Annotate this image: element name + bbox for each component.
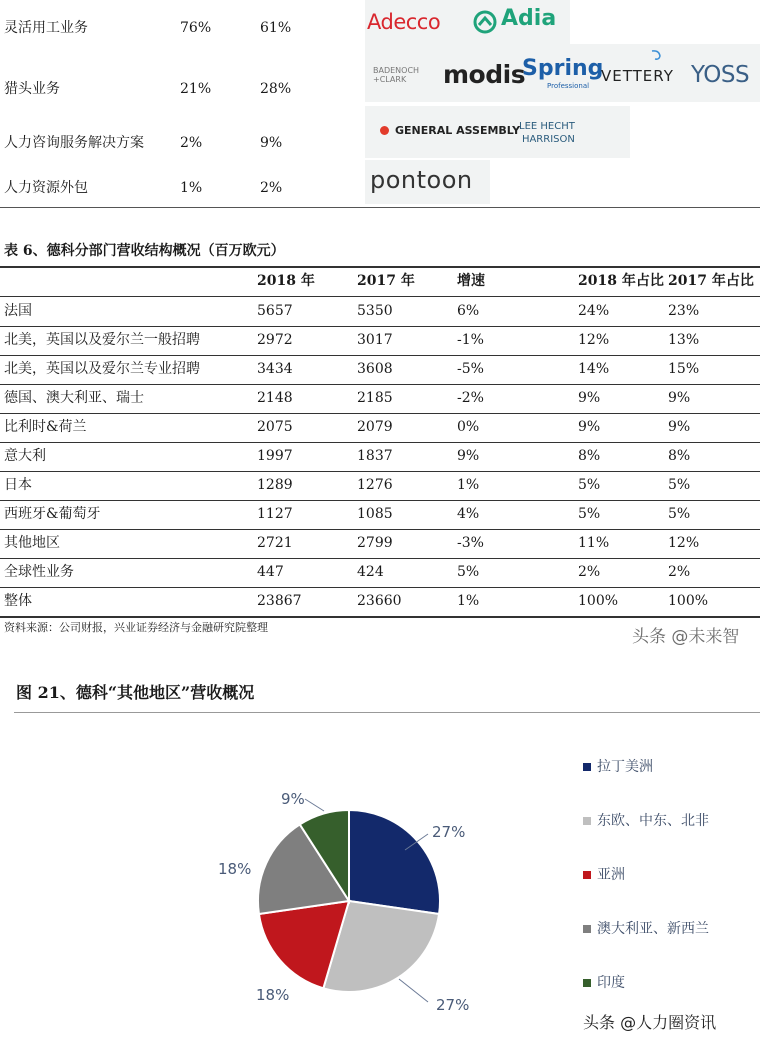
table-cell: 2148: [257, 390, 293, 406]
table-cell: 2%: [668, 564, 691, 580]
table-cell: 1997: [257, 448, 293, 464]
spring-professional-logo: Professional: [547, 82, 590, 90]
table-row: [0, 442, 760, 471]
row-label: 人力咨询服务解决方案: [4, 135, 144, 151]
row-value: 61%: [260, 20, 292, 36]
table-cell: 13%: [668, 332, 700, 348]
table-cell: 1%: [457, 477, 480, 493]
table-rule: [0, 616, 760, 618]
vettery-swirl-icon: [649, 48, 663, 62]
row-label: 人力资源外包: [4, 180, 88, 196]
table-cell: 2972: [257, 332, 293, 348]
table-cell: 2799: [357, 535, 393, 551]
table-cell: 2018 年: [257, 273, 315, 289]
table-cell: 447: [257, 564, 284, 580]
pie-slice: [349, 810, 440, 914]
table-row: [0, 500, 760, 529]
business-share-table: [0, 0, 365, 208]
row-label: 法国: [4, 303, 32, 319]
row-value: 21%: [180, 81, 212, 97]
table-cell: 12%: [668, 535, 700, 551]
table-cell: 2075: [257, 419, 293, 435]
table-row: [0, 131, 365, 155]
row-label: 北美，英国以及爱尔兰一般招聘: [4, 332, 200, 348]
table-cell: 5657: [257, 303, 293, 319]
table-cell: 1127: [257, 506, 293, 522]
row-label: 灵活用工业务: [4, 20, 88, 36]
adia-icon: [473, 10, 497, 34]
table-cell: -2%: [457, 390, 484, 406]
brand-logos: [365, 0, 760, 205]
table-row: [0, 297, 760, 326]
table-cell: 1289: [257, 477, 293, 493]
row-value: 1%: [180, 180, 203, 196]
adecco-logo: Adecco: [367, 10, 441, 34]
row-label: 猎头业务: [4, 81, 60, 97]
row-label: 比利时&荷兰: [4, 419, 87, 435]
legend-swatch: [583, 763, 591, 771]
divider: [14, 712, 760, 713]
legend-label: 拉丁美洲: [597, 759, 653, 775]
table-cell: 9%: [668, 419, 691, 435]
legend-label: 澳大利亚、新西兰: [597, 921, 709, 937]
row-label: 意大利: [4, 448, 46, 464]
table-cell: 1%: [457, 593, 480, 609]
pie-data-label: 9%: [281, 790, 305, 808]
table-cell: 1085: [357, 506, 393, 522]
modis-logo: modis: [443, 60, 526, 89]
figure-title: 图 21、德科“其他地区”营收概况: [16, 683, 255, 702]
table-cell: 2017 年占比: [668, 273, 754, 289]
pie-data-label: 27%: [436, 996, 470, 1014]
table-cell: 424: [357, 564, 384, 580]
table-row: [0, 16, 365, 40]
table-cell: 2721: [257, 535, 293, 551]
legend-swatch: [583, 817, 591, 825]
table-cell: 9%: [578, 390, 601, 406]
leader-line: [305, 799, 324, 811]
table-cell: 23660: [357, 593, 402, 609]
table-cell: 3434: [257, 361, 293, 377]
table-cell: 11%: [578, 535, 610, 551]
table-source: 资料来源：公司财报，兴业证券经济与金融研究院整理: [4, 621, 268, 634]
table-cell: 14%: [578, 361, 610, 377]
row-label: 日本: [4, 477, 32, 493]
table-title: 表 6、德科分部门营收结构概况（百万欧元）: [4, 243, 285, 259]
legend-swatch: [583, 979, 591, 987]
table-cell: 6%: [457, 303, 480, 319]
row-value: 9%: [260, 135, 283, 151]
legend-label: 印度: [597, 975, 625, 991]
table-row: [0, 471, 760, 500]
spring-logo: Spring: [522, 56, 604, 81]
table-cell: 4%: [457, 506, 480, 522]
table-cell: 9%: [578, 419, 601, 435]
legend-swatch: [583, 871, 591, 879]
legend-label: 东欧、中东、北非: [597, 813, 709, 829]
row-value: 28%: [260, 81, 292, 97]
row-value: 2%: [260, 180, 283, 196]
table-row: [0, 587, 760, 616]
lee-hecht-harrison-logo: LEE HECHT HARRISON: [519, 121, 575, 145]
table-cell: 8%: [668, 448, 691, 464]
adia-logo: Adia: [501, 6, 557, 31]
table-row: [0, 384, 760, 413]
table-cell: 2185: [357, 390, 393, 406]
table-cell: 12%: [578, 332, 610, 348]
divider: [0, 207, 760, 208]
general-assembly-icon: [380, 126, 389, 135]
leader-line: [399, 979, 428, 1002]
pie-data-label: 18%: [218, 860, 252, 878]
table-cell: 1837: [357, 448, 393, 464]
yoss-logo: YOSS: [691, 62, 750, 88]
row-value: 76%: [180, 20, 212, 36]
general-assembly-logo: GENERAL ASSEMBLY: [395, 124, 521, 137]
watermark: 头条 @未来智: [632, 627, 740, 647]
table-cell: -1%: [457, 332, 484, 348]
table-cell: 23%: [668, 303, 700, 319]
table-cell: 9%: [668, 390, 691, 406]
table-cell: 增速: [457, 273, 485, 289]
table-cell: 3017: [357, 332, 393, 348]
table-cell: -5%: [457, 361, 484, 377]
table-row: [0, 326, 760, 355]
table-cell: 23867: [257, 593, 302, 609]
legend-swatch: [583, 925, 591, 933]
row-value: 2%: [180, 135, 203, 151]
table-cell: 2079: [357, 419, 393, 435]
table-header-row: [0, 267, 760, 296]
row-label: 西班牙&葡萄牙: [4, 506, 101, 522]
table-cell: -3%: [457, 535, 484, 551]
table-cell: 1276: [357, 477, 393, 493]
table-cell: 0%: [457, 419, 480, 435]
table-row: [0, 77, 365, 101]
table-cell: 2017 年: [357, 273, 415, 289]
pie-data-label: 18%: [256, 986, 290, 1004]
row-label: 德国、澳大利亚、瑞士: [4, 390, 144, 406]
table-row: [0, 355, 760, 384]
table-cell: 9%: [457, 448, 480, 464]
badenoch-clark-logo: BADENOCH +CLARK: [373, 66, 420, 84]
table-row: [0, 558, 760, 587]
table-cell: 100%: [668, 593, 709, 609]
pontoon-logo: pontoon: [370, 166, 473, 194]
pie-data-label: 27%: [432, 823, 466, 841]
table-cell: 5%: [668, 506, 691, 522]
table-row: [0, 529, 760, 558]
table-cell: 2%: [578, 564, 601, 580]
row-label: 其他地区: [4, 535, 60, 551]
table-row: [0, 413, 760, 442]
row-label: 全球性业务: [4, 564, 74, 580]
table-cell: 2018 年占比: [578, 273, 664, 289]
table-cell: 5%: [457, 564, 480, 580]
table-row: [0, 176, 365, 200]
table-cell: 3608: [357, 361, 393, 377]
table-cell: 24%: [578, 303, 610, 319]
legend-label: 亚洲: [597, 867, 625, 883]
table-cell: 15%: [668, 361, 700, 377]
vettery-logo: VETTERY: [601, 67, 674, 85]
row-label: 整体: [4, 593, 32, 609]
table-cell: 5%: [578, 477, 601, 493]
watermark: 头条 @人力圈资讯: [583, 1013, 717, 1032]
table-cell: 5350: [357, 303, 393, 319]
table-cell: 100%: [578, 593, 619, 609]
table-cell: 5%: [578, 506, 601, 522]
table-cell: 5%: [668, 477, 691, 493]
row-label: 北美，英国以及爱尔兰专业招聘: [4, 361, 200, 377]
table-cell: 8%: [578, 448, 601, 464]
